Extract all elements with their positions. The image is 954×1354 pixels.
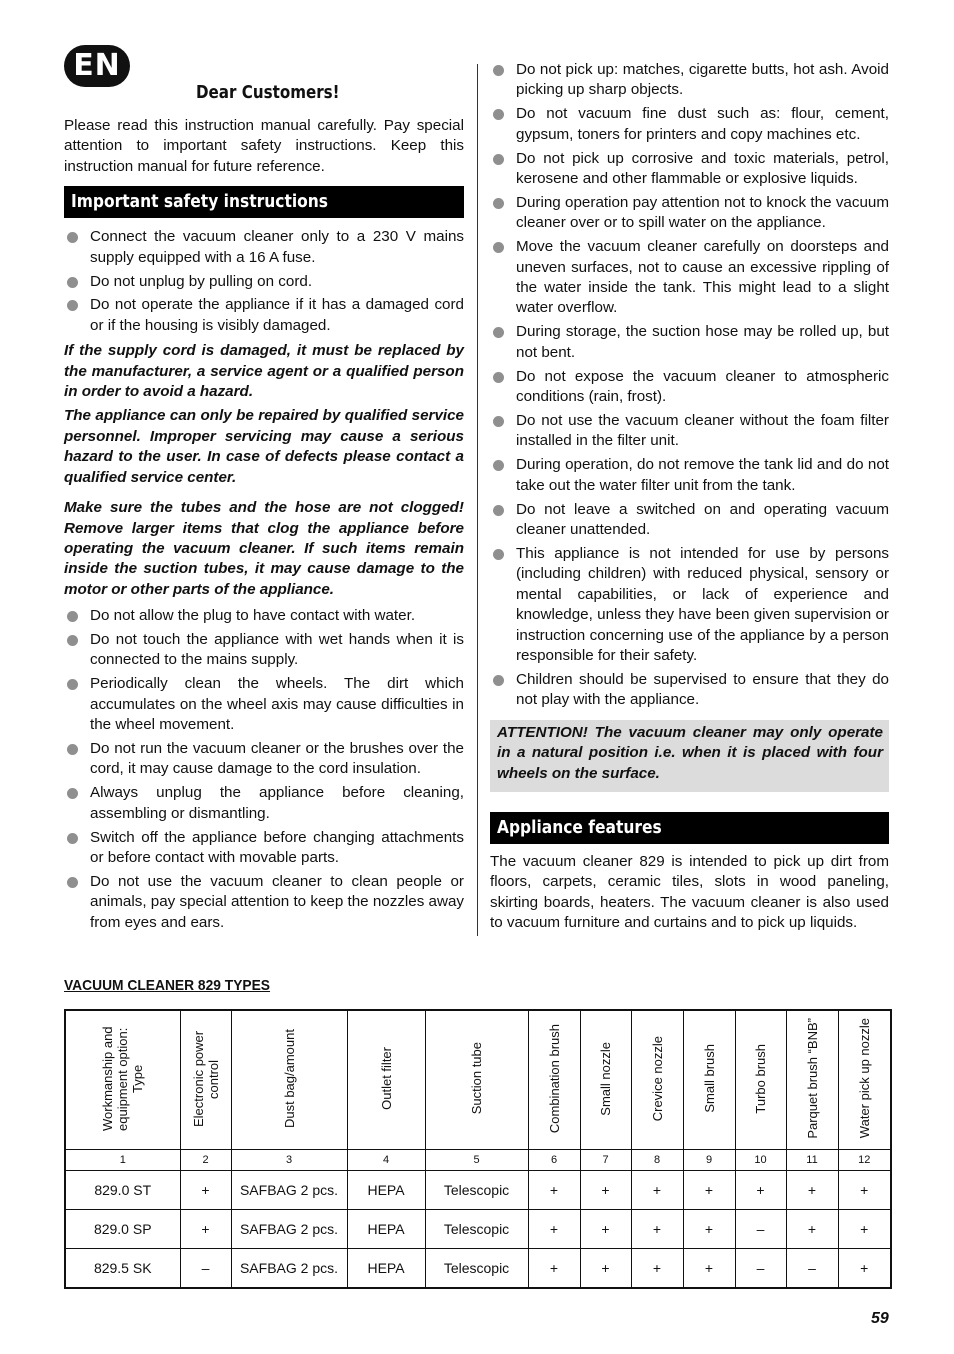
bullet-dot-icon <box>493 154 504 165</box>
table-index-cell: 1 <box>65 1150 180 1171</box>
table-index-cell: 12 <box>838 1150 891 1171</box>
bullet-dot-icon <box>67 611 78 622</box>
bullet-item <box>490 322 889 363</box>
bullet-text: Do not touch the appliance with wet hands when it is connected to the mains supply. <box>90 631 464 669</box>
table-cell: + <box>631 1171 683 1210</box>
types-table <box>64 1009 892 1289</box>
attention-box <box>490 720 889 792</box>
safety-section-title: Important safety instructions <box>64 186 464 218</box>
table-cell: + <box>180 1171 231 1210</box>
table-header-cell <box>683 1010 735 1150</box>
table-header-label: Small nozzle <box>598 1041 613 1116</box>
bullet-dot-icon <box>67 232 78 243</box>
table-header-cell <box>580 1010 631 1150</box>
greeting-heading: Dear Customers! <box>196 82 340 103</box>
table-cell: + <box>528 1171 580 1210</box>
bullet-text: Do not vacuum fine dust such as: flour, cement, gypsum, toners for printers and copy machines etc. <box>516 105 889 143</box>
table-cell: – <box>735 1249 786 1289</box>
bullet-dot-icon <box>493 327 504 338</box>
bullet-text: Do not operate the appliance if it has a damaged cord or if the housing is visibly damaged. <box>90 296 464 334</box>
table-cell: 829.0 ST <box>65 1171 180 1210</box>
table-cell: + <box>631 1249 683 1289</box>
table-index-cell: 8 <box>631 1150 683 1171</box>
bullet-item <box>64 674 464 735</box>
table-header-cell <box>838 1010 891 1150</box>
table-cell: SAFBAG 2 pcs. <box>231 1171 347 1210</box>
bullet-text: This appliance is not intended for use by persons (including children) with reduced physical, sensory or mental capabilities, or lack of experience and knowledge, unless they have been given supervision or instruction concerning use of the appliance by a person responsible for their safety. <box>516 544 889 664</box>
bullet-item <box>64 828 464 869</box>
bullet-dot-icon <box>493 505 504 516</box>
table-header-label: Water pick up nozzle <box>856 1018 872 1139</box>
right-column <box>490 60 889 934</box>
bullet-dot-icon <box>493 65 504 76</box>
bullet-dot-icon <box>67 788 78 799</box>
bullet-item <box>490 237 889 319</box>
table-header-cell <box>735 1010 786 1150</box>
bullet-text: Do not allow the plug to have contact with water. <box>90 607 416 625</box>
bullet-item <box>64 227 464 268</box>
bullet-text: During operation pay attention not to knock the vacuum cleaner over or to spill water on the appliance. <box>516 193 889 232</box>
bullet-text: Connect the vacuum cleaner only to a 230 V mains supply equipped with a 16 A fuse. <box>90 228 464 266</box>
bullet-text: Do not use the vacuum cleaner without the foam filter installed in the filter unit. <box>516 412 889 450</box>
bullet-text: Children should be supervised to ensure that they do not play with the appliance. <box>516 670 889 709</box>
table-cell: Telescopic <box>425 1171 528 1210</box>
bullet-dot-icon <box>493 675 504 686</box>
bullet-text: Always unplug the appliance before cleaning, assembling or dismantling. <box>90 784 464 822</box>
table-cell: + <box>838 1171 891 1210</box>
table-cell: + <box>580 1171 631 1210</box>
table-header-row <box>65 1010 891 1150</box>
language-badge: EN <box>64 45 130 87</box>
column-divider <box>477 64 478 936</box>
bullet-text: Do not expose the vacuum cleaner to atmospheric conditions (rain, frost). <box>516 367 889 406</box>
table-index-cell: 4 <box>347 1150 425 1171</box>
table-index-cell: 11 <box>786 1150 838 1171</box>
bullet-item <box>64 739 464 780</box>
page-number: 59 <box>871 1310 889 1327</box>
table-index-cell: 6 <box>528 1150 580 1171</box>
bullet-item <box>64 783 464 824</box>
safety-bullet-list-b <box>64 606 464 933</box>
table-header-label: Combination brush <box>546 1023 562 1134</box>
bullet-item <box>64 872 464 933</box>
bullet-item <box>64 630 464 671</box>
intro-paragraph: Please read this instruction manual carefully. Pay special attention to important safety instructions. Keep this instruction manual for future reference. <box>64 117 464 175</box>
bullet-dot-icon <box>493 460 504 471</box>
table-header-label: Parquet brush “BNB” <box>804 1018 820 1139</box>
table-cell: + <box>580 1210 631 1249</box>
table-header-cell <box>786 1010 838 1150</box>
types-table-title: VACUUM CLEANER 829 TYPES <box>64 977 271 994</box>
table-row <box>65 1249 891 1289</box>
table-header-cell <box>65 1010 180 1150</box>
table-cell: + <box>838 1210 891 1249</box>
bullet-dot-icon <box>67 635 78 646</box>
table-cell: + <box>528 1249 580 1289</box>
bullet-item <box>490 367 889 408</box>
bullet-dot-icon <box>493 372 504 383</box>
table-cell: + <box>786 1210 838 1249</box>
table-cell: SAFBAG 2 pcs. <box>231 1210 347 1249</box>
bullet-text: During operation, do not remove the tank lid and do not take out the water filter unit from the tank. <box>516 456 889 494</box>
bullet-text: Do not pick up: matches, cigarette butts, hot ash. Avoid picking up sharp objects. <box>516 61 889 99</box>
table-header-cell <box>231 1010 347 1150</box>
table-index-cell: 7 <box>580 1150 631 1171</box>
table-header-cell <box>631 1010 683 1150</box>
bullet-item <box>490 149 889 190</box>
table-row <box>65 1171 891 1210</box>
bullet-item <box>490 60 889 101</box>
attention-text: ATTENTION! The vacuum cleaner may only operate in a natural position i.e. when it is placed with four wheels on the surface. <box>497 723 883 782</box>
safety-note-repair: The appliance can only be repaired by qualified service personnel. Improper servicing may cause a serious hazard to the user. In case of defects please contact a qualified service center. <box>64 407 464 486</box>
bullet-dot-icon <box>67 679 78 690</box>
table-index-cell: 3 <box>231 1150 347 1171</box>
bullet-dot-icon <box>493 198 504 209</box>
table-cell: – <box>786 1249 838 1289</box>
table-header-label: Electronic power control <box>190 1030 221 1127</box>
table-cell: + <box>580 1249 631 1289</box>
bullet-dot-icon <box>67 744 78 755</box>
table-header-label: Turbo brush <box>753 1043 768 1114</box>
bullet-item <box>490 104 889 145</box>
table-header-cell <box>528 1010 580 1150</box>
table-cell: + <box>683 1171 735 1210</box>
table-cell: HEPA <box>347 1249 425 1289</box>
bullet-item <box>64 295 464 336</box>
bullet-item <box>490 193 889 234</box>
bullet-dot-icon <box>67 833 78 844</box>
bullet-item <box>490 411 889 452</box>
table-cell: + <box>180 1210 231 1249</box>
features-section-title: Appliance features <box>490 812 889 844</box>
table-header-label: Workmanship and equipment option: Type <box>100 1026 146 1131</box>
bullet-dot-icon <box>67 300 78 311</box>
table-cell: 829.0 SP <box>65 1210 180 1249</box>
bullet-text: Do not leave a switched on and operating vacuum cleaner unattended. <box>516 500 889 539</box>
table-index-cell: 9 <box>683 1150 735 1171</box>
table-header-cell <box>347 1010 425 1150</box>
table-cell: + <box>528 1210 580 1249</box>
table-row <box>65 1210 891 1249</box>
bullet-text: Move the vacuum cleaner carefully on doorsteps and uneven surfaces, not to cause an excessive rippling of the water inside the tank. This might lead to a slight water overflow. <box>516 238 889 317</box>
bullet-dot-icon <box>493 109 504 120</box>
bullet-text: Switch off the appliance before changing attachments or before contact with movable parts. <box>90 828 464 867</box>
table-cell: Telescopic <box>425 1210 528 1249</box>
bullet-dot-icon <box>493 549 504 560</box>
table-index-cell: 10 <box>735 1150 786 1171</box>
table-cell: SAFBAG 2 pcs. <box>231 1249 347 1289</box>
bullet-dot-icon <box>67 277 78 288</box>
bullet-item <box>490 455 889 496</box>
bullet-item <box>490 544 889 666</box>
table-cell: + <box>683 1249 735 1289</box>
table-cell: + <box>786 1171 838 1210</box>
bullet-dot-icon <box>493 416 504 427</box>
features-paragraph: The vacuum cleaner 829 is intended to pick up dirt from floors, carpets, ceramic tiles, slots in wood paneling, skirting boards, heaters. The vacuum cleaner is also used to vacuum furniture and curtains and to pick up liquids. <box>490 852 889 932</box>
bullet-item <box>64 272 464 292</box>
table-index-cell: 5 <box>425 1150 528 1171</box>
table-index-row <box>65 1150 891 1171</box>
bullet-text: Periodically clean the wheels. The dirt which accumulates on the wheel axis may cause difficulties in the wheel movement. <box>90 675 464 734</box>
bullet-dot-icon <box>493 242 504 253</box>
table-cell: Telescopic <box>425 1249 528 1289</box>
bullet-text: During storage, the suction hose may be rolled up, but not bent. <box>516 323 889 361</box>
bullet-item <box>490 670 889 711</box>
table-cell: + <box>838 1249 891 1289</box>
bullet-text: Do not unplug by pulling on cord. <box>90 272 313 290</box>
table-cell: + <box>683 1210 735 1249</box>
table-cell: – <box>180 1249 231 1289</box>
table-header-label: Dust bag/amount <box>281 1028 297 1128</box>
table-cell: HEPA <box>347 1171 425 1210</box>
bullet-item <box>490 500 889 541</box>
table-header-label: Crevice nozzle <box>649 1035 665 1122</box>
table-header-label: Outlet filter <box>378 1047 394 1110</box>
bullet-dot-icon <box>67 877 78 888</box>
safety-note-clog: Make sure the tubes and the hose are not clogged! Remove larger items that clog the appliance before operating the vacuum cleaner. If such items remain inside the suction tubes, it may cause damage to the motor or other parts of the appliance. <box>64 499 464 598</box>
table-cell: + <box>735 1171 786 1210</box>
table-cell: 829.5 SK <box>65 1249 180 1289</box>
table-cell: + <box>631 1210 683 1249</box>
safety-bullet-list-c <box>490 60 889 711</box>
table-index-cell: 2 <box>180 1150 231 1171</box>
left-column <box>64 116 464 937</box>
bullet-text: Do not use the vacuum cleaner to clean people or animals, pay special attention to keep the nozzles away from eyes and ears. <box>90 873 464 931</box>
bullet-item <box>64 606 464 626</box>
table-header-cell <box>180 1010 231 1150</box>
table-header-label: Small brush <box>701 1044 717 1113</box>
bullet-text: Do not pick up corrosive and toxic materials, petrol, kerosene and other flammable or explosive liquids. <box>516 149 889 188</box>
table-header-cell <box>425 1010 528 1150</box>
table-cell: – <box>735 1210 786 1249</box>
safety-bullet-list-a <box>64 227 464 336</box>
safety-note-cord: If the supply cord is damaged, it must be replaced by the manufacturer, a service agent or a qualified person in order to avoid a hazard. <box>64 342 464 401</box>
table-header-label: Suction tube <box>469 1042 484 1115</box>
table-cell: HEPA <box>347 1210 425 1249</box>
bullet-text: Do not run the vacuum cleaner or the brushes over the cord, it may cause damage to the cord insulation. <box>90 740 464 778</box>
